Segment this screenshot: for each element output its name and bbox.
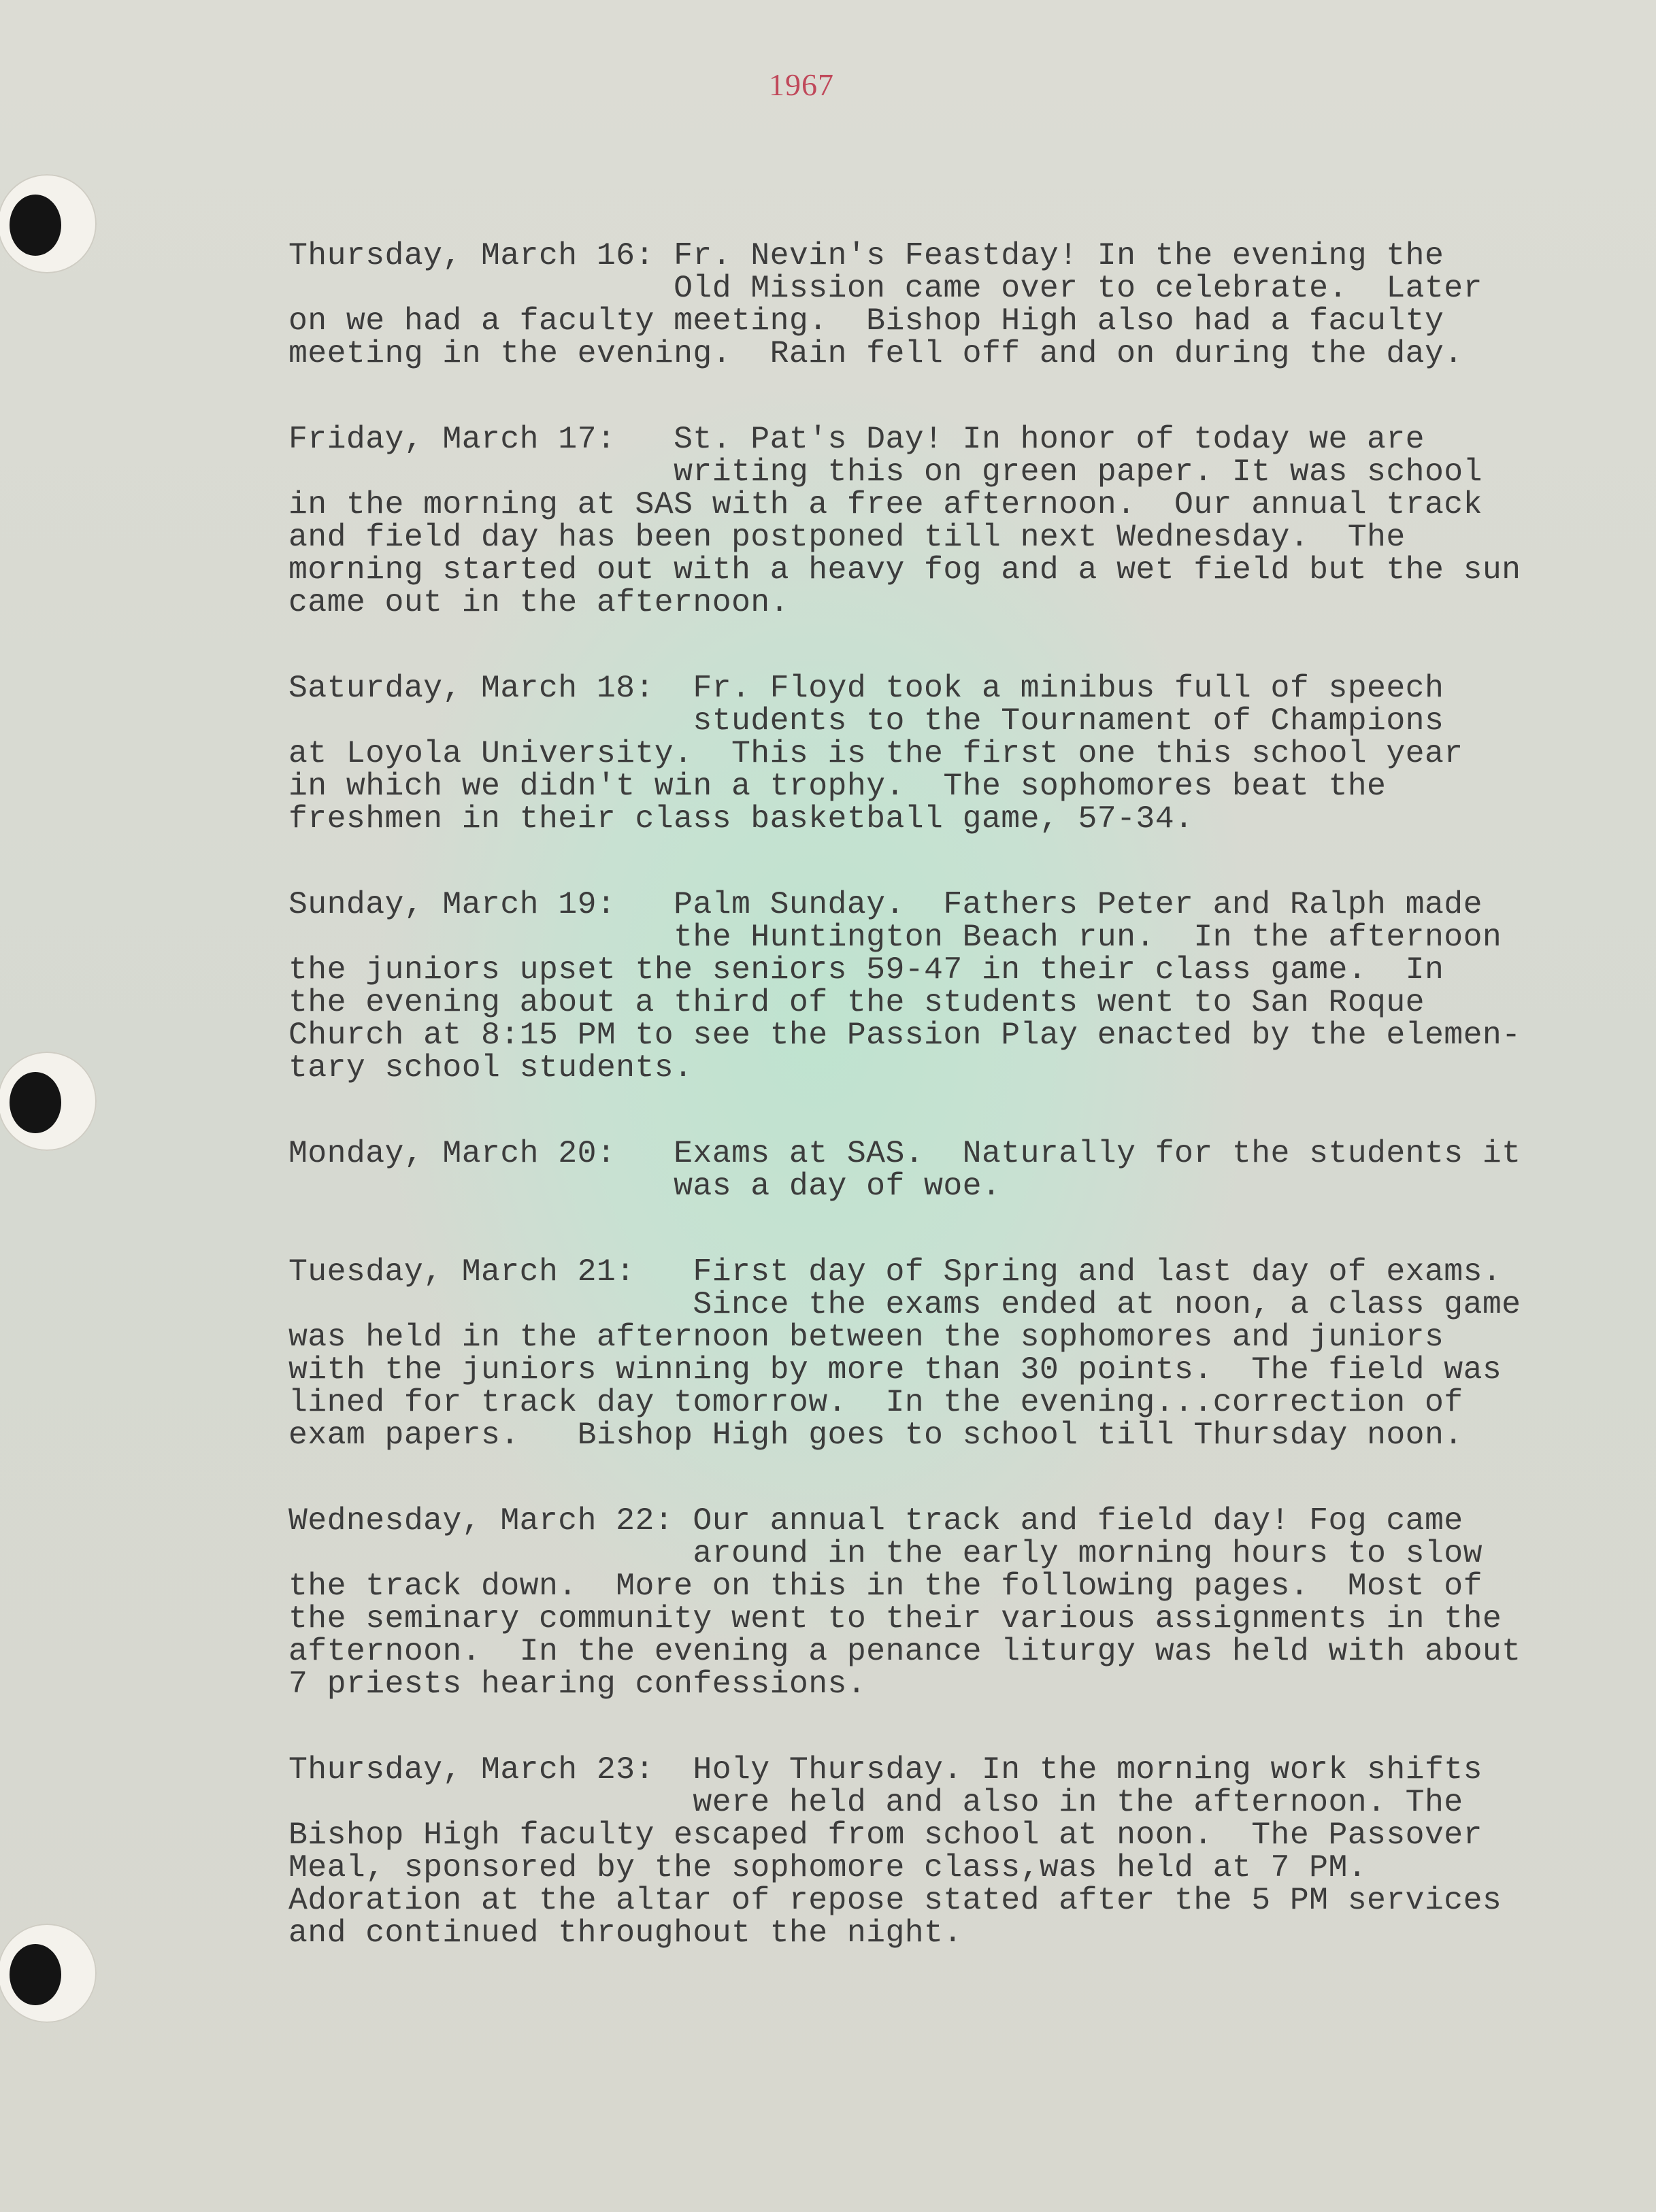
diary-entry: [288, 239, 1642, 370]
entry-line: Old Mission came over to celebrate. Later: [288, 270, 1483, 306]
entry-line: afternoon. In the evening a penance liturgy was held with about: [288, 1633, 1521, 1669]
entry-line: students to the Tournament of Champions: [288, 703, 1444, 739]
diary-entry: [288, 423, 1642, 619]
entry-line: came out in the afternoon.: [288, 584, 789, 620]
entry-line: tary school students.: [288, 1050, 693, 1086]
diary-entry: [288, 1754, 1642, 1949]
diary-entries: [288, 239, 1642, 2002]
entry-line: Saturday, March 18: Fr. Floyd took a minibus full of speech: [288, 670, 1444, 706]
entry-line: at Loyola University. This is the first one this school year: [288, 735, 1463, 771]
page-year: 1967: [769, 67, 834, 102]
entry-line: lined for track day tomorrow. In the evening...correction of: [288, 1384, 1463, 1420]
entry-line: on we had a faculty meeting. Bishop High also had a faculty: [288, 303, 1444, 339]
entry-line: the evening about a third of the students went to San Roque: [288, 984, 1425, 1020]
entry-line: and field day has been postponed till next Wednesday. The: [288, 519, 1406, 555]
diary-entry: [288, 1256, 1642, 1452]
entry-line: Bishop High faculty escaped from school at noon. The Passover: [288, 1817, 1483, 1853]
entry-line: in which we didn't win a trophy. The sophomores beat the: [288, 768, 1387, 804]
entry-line: Sunday, March 19: Palm Sunday. Fathers Peter and Ralph made: [288, 886, 1483, 922]
entry-line: 7 priests hearing confessions.: [288, 1666, 867, 1702]
entry-line: was a day of woe.: [288, 1168, 1001, 1204]
binder-hole-middle: [0, 1052, 97, 1151]
entry-line: Adoration at the altar of repose stated after the 5 PM services: [288, 1882, 1502, 1918]
entry-line: were held and also in the afternoon. The: [288, 1784, 1463, 1820]
entry-line: the Huntington Beach run. In the afternoon: [288, 919, 1502, 955]
entry-line: Wednesday, March 22: Our annual track and field day! Fog came: [288, 1503, 1463, 1539]
entry-line: the juniors upset the seniors 59-47 in their class game. In: [288, 952, 1444, 988]
entry-line: was held in the afternoon between the sophomores and juniors: [288, 1319, 1444, 1355]
entry-line: freshmen in their class basketball game, 57-34.: [288, 801, 1194, 837]
entry-line: around in the early morning hours to slow: [288, 1535, 1483, 1571]
entry-line: with the juniors winning by more than 30 points. The field was: [288, 1352, 1502, 1388]
binder-hole-top: [0, 174, 97, 273]
entry-line: and continued throughout the night.: [288, 1915, 963, 1951]
diary-entry: [288, 672, 1642, 835]
entry-line: Meal, sponsored by the sophomore class,was held at 7 PM.: [288, 1849, 1368, 1886]
entry-line: the seminary community went to their various assignments in the: [288, 1601, 1502, 1637]
entry-line: meeting in the evening. Rain fell off and on during the day.: [288, 335, 1463, 371]
entry-line: Church at 8:15 PM to see the Passion Play enacted by the elemen-: [288, 1017, 1521, 1053]
diary-entry: [288, 1137, 1642, 1203]
diary-entry: [288, 1505, 1642, 1700]
entry-line: morning started out with a heavy fog and a wet field but the sun: [288, 552, 1521, 588]
entry-line: Friday, March 17: St. Pat's Day! In honor of today we are: [288, 421, 1425, 457]
entry-line: writing this on green paper. It was school: [288, 454, 1483, 490]
entry-line: Thursday, March 23: Holy Thursday. In the morning work shifts: [288, 1752, 1483, 1788]
diary-entry: [288, 888, 1642, 1084]
entry-line: Monday, March 20: Exams at SAS. Naturally for the students it: [288, 1135, 1521, 1171]
entry-line: Tuesday, March 21: First day of Spring and last day of exams.: [288, 1254, 1502, 1290]
entry-line: in the morning at SAS with a free afternoon. Our annual track: [288, 486, 1483, 522]
binder-hole-bottom: [0, 1924, 97, 2023]
entry-line: exam papers. Bishop High goes to school till Thursday noon.: [288, 1417, 1463, 1453]
entry-line: Since the exams ended at noon, a class game: [288, 1286, 1521, 1322]
entry-line: Thursday, March 16: Fr. Nevin's Feastday! In the evening the: [288, 237, 1444, 273]
entry-line: the track down. More on this in the following pages. Most of: [288, 1568, 1483, 1604]
